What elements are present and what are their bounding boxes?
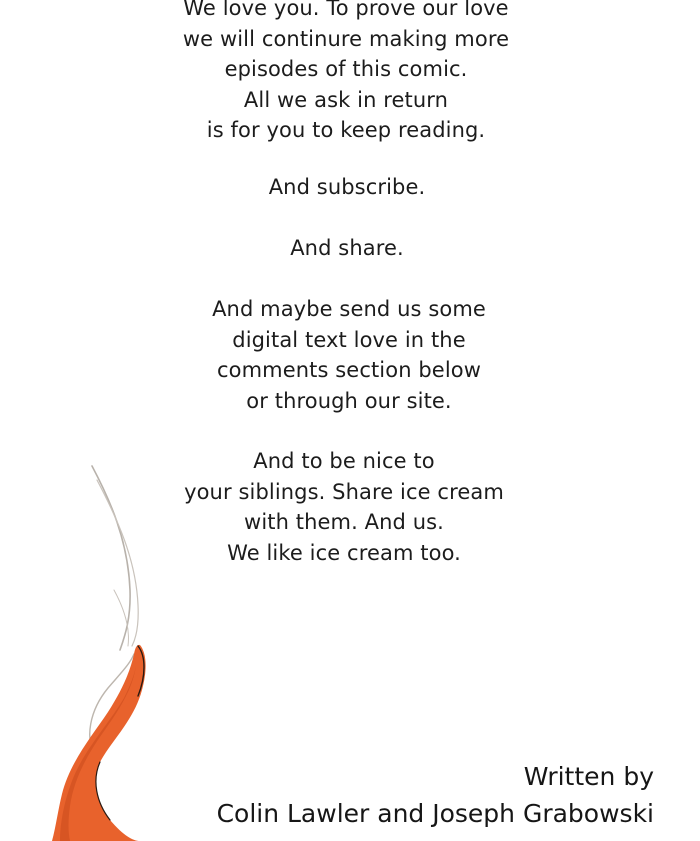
credits xyxy=(217,758,654,832)
stanza-comments xyxy=(0,294,699,416)
stanza-share xyxy=(0,233,697,264)
text-line: is for you to keep reading. xyxy=(206,118,486,142)
stanza-subscribe xyxy=(0,172,697,203)
text-line: And to be nice to xyxy=(253,449,435,473)
text-line: comments section below xyxy=(216,358,481,382)
text-line: And maybe send us some xyxy=(212,297,486,321)
text-line: We like ice cream too. xyxy=(227,540,461,565)
text-line: All we ask in return xyxy=(243,87,449,112)
text-line: with them. And us. xyxy=(244,510,444,534)
smoke-wisp xyxy=(114,590,128,646)
authors-names: Colin Lawler and Joseph Grabowski xyxy=(216,799,654,828)
written-by-label: Written by xyxy=(523,762,654,791)
smoke-wisp xyxy=(97,480,138,646)
text-line: And share. xyxy=(290,236,404,260)
text-line: or through our site. xyxy=(246,388,452,413)
flame-icon xyxy=(0,440,200,841)
text-line: episodes of this comic. xyxy=(224,57,468,81)
text-line: digital text love in the xyxy=(232,327,466,352)
text-line: we will continure making more xyxy=(182,26,510,51)
stanza-love xyxy=(0,0,696,146)
text-line: your siblings. Share ice cream xyxy=(184,479,504,504)
text-line: And subscribe. xyxy=(268,175,426,199)
text-line: We love you. To prove our love xyxy=(183,0,509,20)
smoke-wisp xyxy=(92,466,130,650)
